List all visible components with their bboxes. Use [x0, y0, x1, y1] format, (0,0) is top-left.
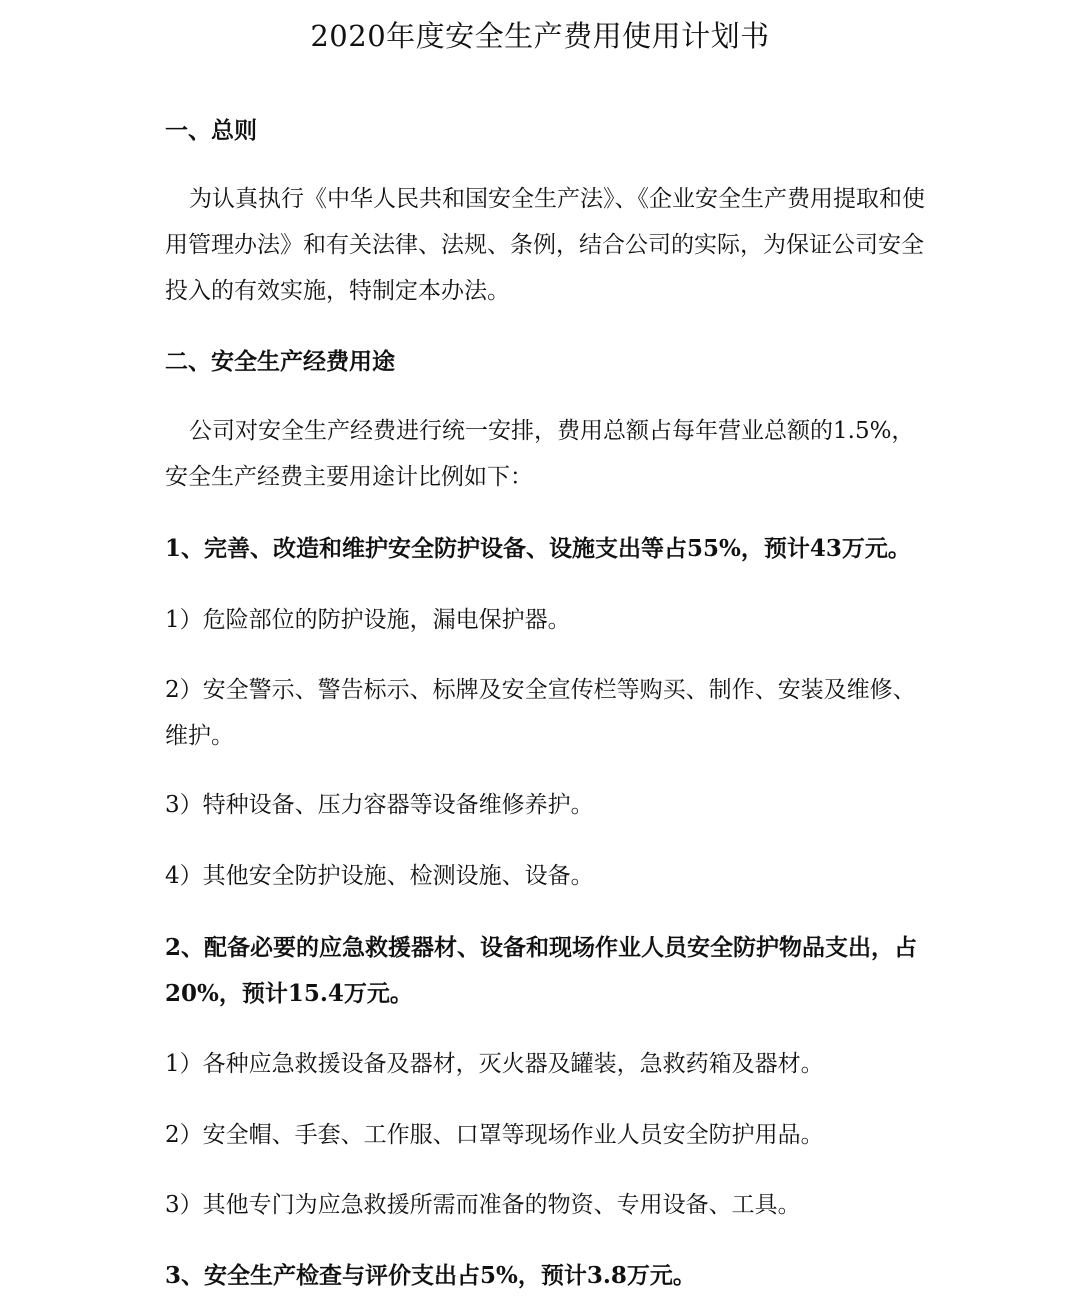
section-paragraph-usage: 公司对安全生产经费进行统一安排，费用总额占每年营业总额的1.5%，安全生产经费主要用途计比例如下：: [165, 418, 915, 490]
item-2-subitem-3: 3）其他专门为应急救援所需而准备的物资、专用设备、工具。: [165, 1192, 801, 1218]
item-1-title: 1、完善、改造和维护安全防护设备、设施支出等占55%，预计43万元。: [165, 535, 911, 562]
item-1-subitem-1: 1）危险部位的防护设施，漏电保护器。: [165, 607, 571, 633]
section-heading-general: 一、总则: [165, 117, 257, 144]
item-1-subitem-4: 4）其他安全防护设施、检测设施、设备。: [165, 863, 594, 889]
item-2-title: 2、配备必要的应急救援器材、设备和现场作业人员安全防护物品支出，占20%，预计15.4万元。: [165, 934, 918, 1007]
item-2-subitem-2: 2）安全帽、手套、工作服、口罩等现场作业人员安全防护用品。: [165, 1122, 824, 1148]
item-3-title: 3、安全生产检查与评价支出占5%，预计3.8万元。: [165, 1262, 696, 1289]
section-paragraph-general: 为认真执行《中华人民共和国安全生产法》、《企业安全生产费用提取和使用管理办法》和有关法律、法规、条例，结合公司的实际，为保证公司安全投入的有效实施，特制定本办法。: [165, 186, 925, 304]
section-heading-usage: 二、安全生产经费用途: [165, 348, 395, 375]
item-1-subitem-2: 2）安全警示、警告标示、标牌及安全宣传栏等购买、制作、安装及维修、维护。: [165, 677, 916, 749]
item-1-subitem-3: 3）特种设备、压力容器等设备维修养护。: [165, 792, 594, 818]
item-2-subitem-1: 1）各种应急救援设备及器材，灭火器及罐装，急救药箱及器材。: [165, 1051, 824, 1077]
document-title: 2020年度安全生产费用使用计划书: [310, 19, 770, 53]
